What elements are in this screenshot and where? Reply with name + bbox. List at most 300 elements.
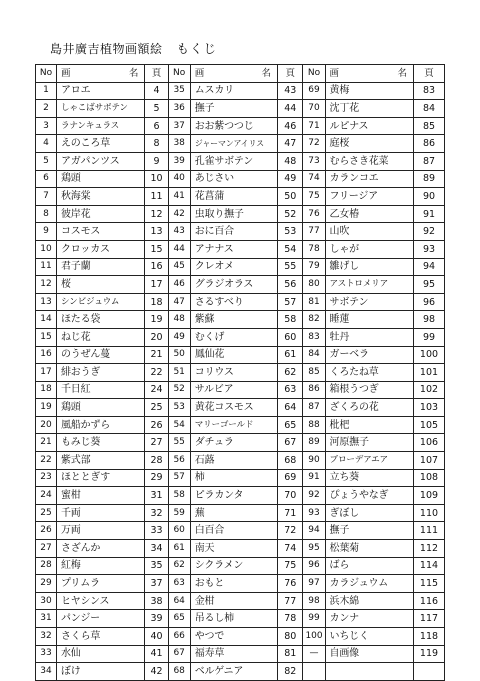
entry-name: 石蕗 xyxy=(190,452,277,470)
entry-page: 49 xyxy=(278,170,303,188)
entry-page: 69 xyxy=(278,469,303,487)
entry-name: ルピナス xyxy=(325,117,413,135)
entry-name: ざくろの花 xyxy=(325,399,413,417)
entry-no: 90 xyxy=(303,452,325,470)
entry-no: 23 xyxy=(36,469,57,487)
entry-page: 80 xyxy=(278,628,303,646)
table-row xyxy=(36,522,445,540)
entry-page: 84 xyxy=(413,100,444,118)
entry-page: 62 xyxy=(278,364,303,382)
entry-no: 20 xyxy=(36,416,57,434)
entry-page: 56 xyxy=(278,276,303,294)
entry-page: 71 xyxy=(278,504,303,522)
entry-page: 5 xyxy=(145,100,168,118)
entry-no: 22 xyxy=(36,452,57,470)
entry-page: 64 xyxy=(278,399,303,417)
table-row xyxy=(36,575,445,593)
table-row xyxy=(36,434,445,452)
entry-no: 17 xyxy=(36,364,57,382)
table-row xyxy=(36,364,445,382)
entry-page: 13 xyxy=(145,223,168,241)
entry-no: 94 xyxy=(303,522,325,540)
entry-page: 58 xyxy=(278,311,303,329)
entry-name: しゃこばサボテン xyxy=(57,100,145,118)
header-name-left: 画 xyxy=(61,67,71,79)
entry-no: 4 xyxy=(36,135,57,153)
entry-name: クロッカス xyxy=(57,240,145,258)
entry-name: 紫式部 xyxy=(57,452,145,470)
table-row xyxy=(36,223,445,241)
entry-page: 31 xyxy=(145,487,168,505)
entry-name: いちじく xyxy=(325,628,413,646)
title-text: 島井廣吉植物画額絵 xyxy=(50,42,163,56)
entry-no: 31 xyxy=(36,610,57,628)
entry-no: 100 xyxy=(303,628,325,646)
entry-page: 91 xyxy=(413,205,444,223)
entry-no: 37 xyxy=(168,117,190,135)
entry-name: 吊るし柿 xyxy=(190,610,277,628)
entry-page: 108 xyxy=(413,469,444,487)
entry-page: 87 xyxy=(413,152,444,170)
table-row xyxy=(36,135,445,153)
entry-name: 風船かずら xyxy=(57,416,145,434)
entry-name: フリージア xyxy=(325,188,413,206)
entry-name: 雛げし xyxy=(325,258,413,276)
entry-no: 39 xyxy=(168,152,190,170)
entry-name: 睡蓮 xyxy=(325,311,413,329)
entry-page: 83 xyxy=(413,82,444,100)
table-row xyxy=(36,452,445,470)
entry-page: 65 xyxy=(278,416,303,434)
entry-no: 52 xyxy=(168,381,190,399)
header-name xyxy=(57,65,145,83)
entry-page: 74 xyxy=(278,540,303,558)
entry-no: 36 xyxy=(168,100,190,118)
entry-page: 67 xyxy=(278,434,303,452)
entry-name: のうぜん蔓 xyxy=(57,346,145,364)
entry-page: 116 xyxy=(413,592,444,610)
entry-no: 21 xyxy=(36,434,57,452)
entry-page: 28 xyxy=(145,452,168,470)
entry-name: おお紫つつじ xyxy=(190,117,277,135)
entry-name: むくげ xyxy=(190,328,277,346)
entry-no: 53 xyxy=(168,399,190,417)
entry-name: アロエ xyxy=(57,82,145,100)
entry-page: 18 xyxy=(145,293,168,311)
entry-name: 山吹 xyxy=(325,223,413,241)
entry-no: 10 xyxy=(36,240,57,258)
entry-no: 8 xyxy=(36,205,57,223)
entry-name: ダチュラ xyxy=(190,434,277,452)
table-row xyxy=(36,276,445,294)
entry-no: 63 xyxy=(168,575,190,593)
entry-page: 68 xyxy=(278,452,303,470)
table-row xyxy=(36,416,445,434)
entry-name: 撫子 xyxy=(325,522,413,540)
entry-page: 117 xyxy=(413,610,444,628)
entry-page: 112 xyxy=(413,540,444,558)
entry-no: 45 xyxy=(168,258,190,276)
entry-name: カンナ xyxy=(325,610,413,628)
entry-page: 103 xyxy=(413,399,444,417)
entry-name: 松葉菊 xyxy=(325,540,413,558)
entry-name: ベルゲニア xyxy=(190,663,277,681)
entry-page: 109 xyxy=(413,487,444,505)
entry-page: 38 xyxy=(145,592,168,610)
entry-page: 44 xyxy=(278,100,303,118)
entry-no: 91 xyxy=(303,469,325,487)
entry-page: 95 xyxy=(413,276,444,294)
entry-page: 100 xyxy=(413,346,444,364)
entry-name: パンジー xyxy=(57,610,145,628)
entry-no: 69 xyxy=(303,82,325,100)
entry-no: 41 xyxy=(168,188,190,206)
entry-page: 107 xyxy=(413,452,444,470)
entry-page: 43 xyxy=(278,82,303,100)
entry-page: 12 xyxy=(145,205,168,223)
entry-page: 96 xyxy=(413,293,444,311)
entry-no: — xyxy=(303,645,325,663)
entry-page: 32 xyxy=(145,504,168,522)
table-row xyxy=(36,152,445,170)
entry-page: 115 xyxy=(413,575,444,593)
table-row xyxy=(36,346,445,364)
entry-name: シクラメン xyxy=(190,557,277,575)
entry-name: 沈丁花 xyxy=(325,100,413,118)
entry-name: マリーゴールド xyxy=(190,416,277,434)
entry-page: 15 xyxy=(145,240,168,258)
entry-name: えのころ草 xyxy=(57,135,145,153)
entry-no: 59 xyxy=(168,504,190,522)
table-row xyxy=(36,469,445,487)
header-row xyxy=(36,65,445,83)
table-row xyxy=(36,628,445,646)
entry-name: 鳳仙花 xyxy=(190,346,277,364)
entry-page: 21 xyxy=(145,346,168,364)
entry-no: 9 xyxy=(36,223,57,241)
entry-name: ジャーマンアイリス xyxy=(190,135,277,153)
header-no: No xyxy=(168,65,190,83)
table-row xyxy=(36,240,445,258)
entry-name: 枇杷 xyxy=(325,416,413,434)
entry-page: 81 xyxy=(278,645,303,663)
entry-no: 83 xyxy=(303,328,325,346)
entry-no: 25 xyxy=(36,504,57,522)
table-row xyxy=(36,328,445,346)
entry-page: 52 xyxy=(278,205,303,223)
entry-no: 7 xyxy=(36,188,57,206)
entry-page: 29 xyxy=(145,469,168,487)
entry-name: 庭桜 xyxy=(325,135,413,153)
entry-no: 82 xyxy=(303,311,325,329)
entry-no: 67 xyxy=(168,645,190,663)
entry-name: やつで xyxy=(190,628,277,646)
entry-name: 金柑 xyxy=(190,592,277,610)
entry-no: 47 xyxy=(168,293,190,311)
entry-no: 51 xyxy=(168,364,190,382)
entry-no: 27 xyxy=(36,540,57,558)
entry-no: 3 xyxy=(36,117,57,135)
entry-name: カランコエ xyxy=(325,170,413,188)
entry-no: 15 xyxy=(36,328,57,346)
entry-name: 黄梅 xyxy=(325,82,413,100)
entry-page: 20 xyxy=(145,328,168,346)
entry-name: さるすべり xyxy=(190,293,277,311)
entry-page: 6 xyxy=(145,117,168,135)
table-row xyxy=(36,487,445,505)
entry-no: 30 xyxy=(36,592,57,610)
entry-no: 18 xyxy=(36,381,57,399)
entry-name: おに百合 xyxy=(190,223,277,241)
entry-no: 16 xyxy=(36,346,57,364)
entry-name: ピラカンタ xyxy=(190,487,277,505)
entry-no: 58 xyxy=(168,487,190,505)
entry-page: 105 xyxy=(413,416,444,434)
header-page: 頁 xyxy=(413,65,444,83)
entry-no: 24 xyxy=(36,487,57,505)
entry-no: 13 xyxy=(36,293,57,311)
entry-name: ほととぎす xyxy=(57,469,145,487)
entry-no: 87 xyxy=(303,399,325,417)
entry-name: おもと xyxy=(190,575,277,593)
entry-name: むらさき花菜 xyxy=(325,152,413,170)
entry-page: 50 xyxy=(278,188,303,206)
entry-page: 70 xyxy=(278,487,303,505)
table-row xyxy=(36,399,445,417)
header-page: 頁 xyxy=(278,65,303,83)
entry-no: 44 xyxy=(168,240,190,258)
entry-name: 君子蘭 xyxy=(57,258,145,276)
entry-no: 42 xyxy=(168,205,190,223)
entry-page: 99 xyxy=(413,328,444,346)
document-title xyxy=(50,39,217,57)
entry-name: ねじ花 xyxy=(57,328,145,346)
entry-no: 75 xyxy=(303,188,325,206)
entry-page: 17 xyxy=(145,276,168,294)
header-name-right: 名 xyxy=(128,67,139,79)
entry-name: 虫取り撫子 xyxy=(190,205,277,223)
entry-no: 54 xyxy=(168,416,190,434)
entry-no: 43 xyxy=(168,223,190,241)
entry-page: 86 xyxy=(413,135,444,153)
entry-no: 64 xyxy=(168,592,190,610)
entry-no: 48 xyxy=(168,311,190,329)
entry-no: 98 xyxy=(303,592,325,610)
entry-no: 80 xyxy=(303,276,325,294)
entry-page: 94 xyxy=(413,258,444,276)
entry-name: 立ち葵 xyxy=(325,469,413,487)
entry-no: 72 xyxy=(303,135,325,153)
entry-name: 万両 xyxy=(57,522,145,540)
entry-page: 53 xyxy=(278,223,303,241)
entry-name: しゃが xyxy=(325,240,413,258)
table-row xyxy=(36,540,445,558)
entry-page: 39 xyxy=(145,610,168,628)
entry-no: 55 xyxy=(168,434,190,452)
entry-page: 57 xyxy=(278,293,303,311)
entry-page: 33 xyxy=(145,522,168,540)
entry-no: 50 xyxy=(168,346,190,364)
entry-page: 37 xyxy=(145,575,168,593)
entry-name: 白百合 xyxy=(190,522,277,540)
entry-page: 10 xyxy=(145,170,168,188)
entry-page: 16 xyxy=(145,258,168,276)
entry-name: 鶏頭 xyxy=(57,170,145,188)
entry-no: 92 xyxy=(303,487,325,505)
entry-no: 61 xyxy=(168,540,190,558)
table-row xyxy=(36,311,445,329)
entry-no: 70 xyxy=(303,100,325,118)
entry-name: ラナンキュラス xyxy=(57,117,145,135)
entry-name: 福寿草 xyxy=(190,645,277,663)
entry-name: さくら草 xyxy=(57,628,145,646)
entry-no: 79 xyxy=(303,258,325,276)
entry-name: ぴょうやなぎ xyxy=(325,487,413,505)
entry-name: ガーベラ xyxy=(325,346,413,364)
entry-page: 85 xyxy=(413,117,444,135)
table-row xyxy=(36,82,445,100)
entry-page: 42 xyxy=(145,663,168,681)
entry-no: 49 xyxy=(168,328,190,346)
entry-no: 78 xyxy=(303,240,325,258)
entry-no: 93 xyxy=(303,504,325,522)
entry-page: 92 xyxy=(413,223,444,241)
table-row xyxy=(36,381,445,399)
entry-no: 14 xyxy=(36,311,57,329)
entry-name: カラジュウム xyxy=(325,575,413,593)
entry-no: 74 xyxy=(303,170,325,188)
entry-page: 110 xyxy=(413,504,444,522)
entry-name: アガパンツス xyxy=(57,152,145,170)
subtitle-text: もくじ xyxy=(176,41,218,56)
entry-no: 88 xyxy=(303,416,325,434)
entry-no: 96 xyxy=(303,557,325,575)
entry-name: 桜 xyxy=(57,276,145,294)
header-no: No xyxy=(36,65,57,83)
entry-name: コスモス xyxy=(57,223,145,241)
header-name-left: 画 xyxy=(329,67,340,79)
entry-name: 柿 xyxy=(190,469,277,487)
entry-no: 68 xyxy=(168,663,190,681)
entry-name: アナナス xyxy=(190,240,277,258)
table-row xyxy=(36,188,445,206)
entry-no: 33 xyxy=(36,645,57,663)
entry-no: 81 xyxy=(303,293,325,311)
table-row xyxy=(36,557,445,575)
entry-page: 61 xyxy=(278,346,303,364)
index-table xyxy=(35,64,445,681)
entry-page: 9 xyxy=(145,152,168,170)
table-row xyxy=(36,645,445,663)
entry-no: 71 xyxy=(303,117,325,135)
entry-name: ぼけ xyxy=(57,663,145,681)
entry-page: 40 xyxy=(145,628,168,646)
entry-name: 花菖蒲 xyxy=(190,188,277,206)
entry-no: 76 xyxy=(303,205,325,223)
entry-page: 47 xyxy=(278,135,303,153)
entry-name: 自画像 xyxy=(325,645,413,663)
entry-page: 93 xyxy=(413,240,444,258)
entry-page: 82 xyxy=(278,663,303,681)
entry-no: 32 xyxy=(36,628,57,646)
entry-no: 62 xyxy=(168,557,190,575)
entry-page: 27 xyxy=(145,434,168,452)
entry-no: 1 xyxy=(36,82,57,100)
table-row xyxy=(36,592,445,610)
entry-page: 19 xyxy=(145,311,168,329)
entry-page: 90 xyxy=(413,188,444,206)
entry-page: 11 xyxy=(145,188,168,206)
entry-no: 84 xyxy=(303,346,325,364)
header-name-right: 名 xyxy=(397,67,407,79)
entry-no: 99 xyxy=(303,610,325,628)
entry-no: 86 xyxy=(303,381,325,399)
entry-page: 35 xyxy=(145,557,168,575)
entry-page: 4 xyxy=(145,82,168,100)
entry-page: 48 xyxy=(278,152,303,170)
entry-no: 40 xyxy=(168,170,190,188)
entry-page: 22 xyxy=(145,364,168,382)
entry-name: 孔雀サボテン xyxy=(190,152,277,170)
entry-name: サボテン xyxy=(325,293,413,311)
entry-name: ばら xyxy=(325,557,413,575)
entry-name: ヒヤシンス xyxy=(57,592,145,610)
entry-name: アストロメリア xyxy=(325,276,413,294)
entry-page: 54 xyxy=(278,240,303,258)
entry-name: くろたね草 xyxy=(325,364,413,382)
entry-no: 65 xyxy=(168,610,190,628)
entry-name: ブローデアエア xyxy=(325,452,413,470)
table-row xyxy=(36,170,445,188)
entry-no: 2 xyxy=(36,100,57,118)
entry-name: 鶏頭 xyxy=(57,399,145,417)
entry-name: 南天 xyxy=(190,540,277,558)
entry-name: 浜木綿 xyxy=(325,592,413,610)
entry-no: 97 xyxy=(303,575,325,593)
table-row xyxy=(36,117,445,135)
entry-no: 12 xyxy=(36,276,57,294)
entry-name: 蜜柑 xyxy=(57,487,145,505)
entry-no: 57 xyxy=(168,469,190,487)
entry-page: 89 xyxy=(413,170,444,188)
entry-name: 千両 xyxy=(57,504,145,522)
entry-page: 114 xyxy=(413,557,444,575)
entry-page: 34 xyxy=(145,540,168,558)
entry-page: 25 xyxy=(145,399,168,417)
entry-page: 106 xyxy=(413,434,444,452)
entry-no: 6 xyxy=(36,170,57,188)
entry-page: 26 xyxy=(145,416,168,434)
entry-name: 紅梅 xyxy=(57,557,145,575)
entry-name: 蕪 xyxy=(190,504,277,522)
table-row xyxy=(36,504,445,522)
entry-page: 78 xyxy=(278,610,303,628)
entry-name: 千日紅 xyxy=(57,381,145,399)
entry-no: 85 xyxy=(303,364,325,382)
entry-name: コリウス xyxy=(190,364,277,382)
entry-no: 11 xyxy=(36,258,57,276)
entry-name: グラジオラス xyxy=(190,276,277,294)
entry-name: プリムラ xyxy=(57,575,145,593)
entry-no: 29 xyxy=(36,575,57,593)
entry-no: 5 xyxy=(36,152,57,170)
entry-no: 28 xyxy=(36,557,57,575)
entry-no: 73 xyxy=(303,152,325,170)
entry-name: 河原撫子 xyxy=(325,434,413,452)
table-row xyxy=(36,100,445,118)
table-row xyxy=(36,205,445,223)
entry-no: 19 xyxy=(36,399,57,417)
